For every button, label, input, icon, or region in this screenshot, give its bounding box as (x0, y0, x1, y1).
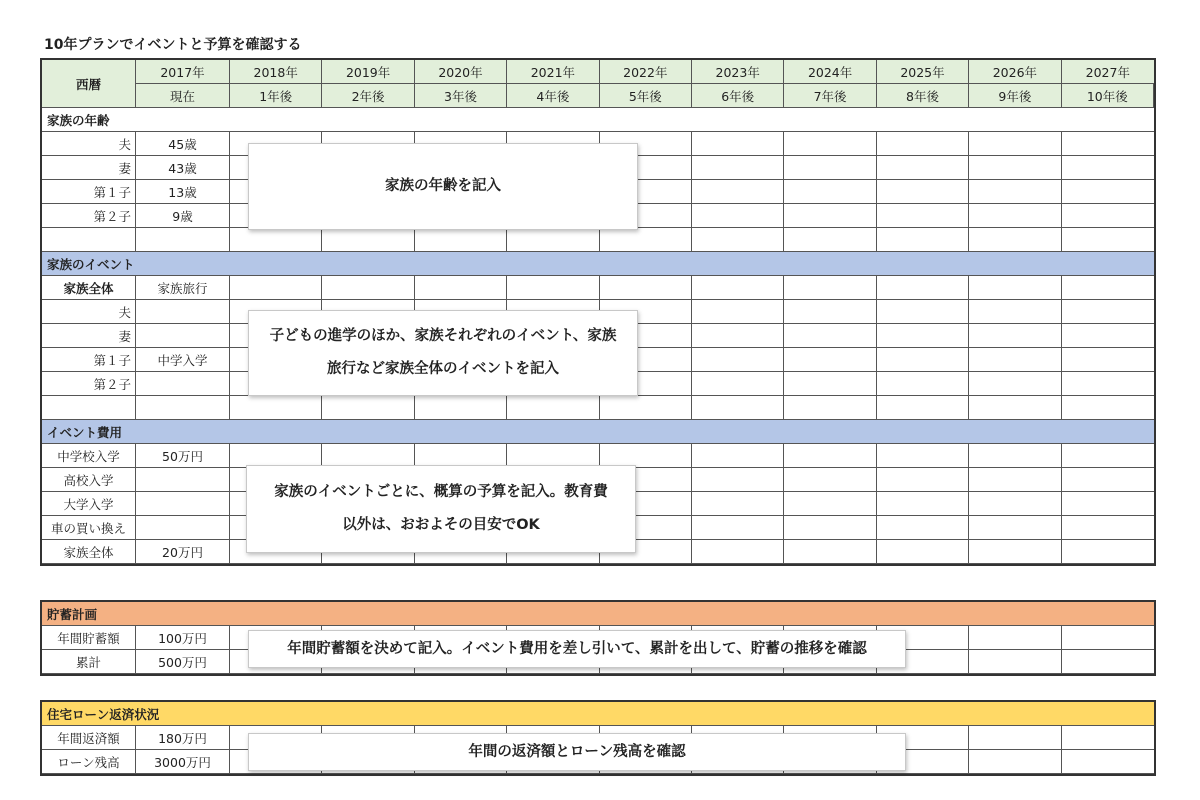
row-label: 累計 (42, 650, 136, 674)
section-costs: イベント費用 (42, 420, 1154, 444)
header-offset: 5年後 (600, 84, 692, 108)
header-row-label: 西暦 (42, 60, 136, 108)
empty-cell (877, 300, 969, 324)
header-year: 2018年 (230, 60, 322, 84)
empty-cell (784, 372, 876, 396)
empty-cell (784, 348, 876, 372)
empty-cell (692, 516, 784, 540)
row-label: 第２子 (42, 372, 136, 396)
empty-cell (692, 204, 784, 228)
empty-cell (969, 540, 1061, 564)
header-year: 2017年 (136, 60, 230, 84)
empty-cell (1062, 444, 1154, 468)
empty-cell (692, 276, 784, 300)
empty-cell (784, 540, 876, 564)
header-year: 2025年 (877, 60, 969, 84)
empty-cell (692, 492, 784, 516)
empty-cell (507, 396, 599, 420)
row-value: 43歳 (136, 156, 230, 180)
empty-cell (969, 468, 1061, 492)
empty-cell (969, 204, 1061, 228)
header-year: 2019年 (322, 60, 414, 84)
row-label: 年間返済額 (42, 726, 136, 750)
empty-cell (1062, 276, 1154, 300)
empty-cell (877, 372, 969, 396)
empty-cell (877, 396, 969, 420)
empty-cell (1062, 516, 1154, 540)
header-offset: 8年後 (877, 84, 969, 108)
empty-cell (784, 300, 876, 324)
header-offset: 4年後 (507, 84, 599, 108)
empty-cell (692, 348, 784, 372)
empty-cell (1062, 300, 1154, 324)
empty-cell (784, 396, 876, 420)
row-label: 夫 (42, 300, 136, 324)
note-savings-text: 年間貯蓄額を決めて記入。イベント費用を差し引いて、累計を出して、貯蓄の推移を確認 (287, 640, 867, 657)
row-label: 家族全体 (42, 540, 136, 564)
empty-cell (969, 348, 1061, 372)
note-loan-text: 年間の返済額とローン残高を確認 (468, 743, 686, 760)
empty-cell (784, 156, 876, 180)
section-events: 家族のイベント (42, 252, 1154, 276)
empty-cell (1062, 180, 1154, 204)
empty-cell (1062, 492, 1154, 516)
row-value: 50万円 (136, 444, 230, 468)
empty-cell (784, 204, 876, 228)
empty-cell (877, 156, 969, 180)
empty-cell (969, 372, 1061, 396)
row-value: 20万円 (136, 540, 230, 564)
row-label: 大学入学 (42, 492, 136, 516)
empty-cell (507, 228, 599, 252)
empty-cell (1062, 650, 1154, 674)
row-label: 第１子 (42, 180, 136, 204)
empty-cell (877, 540, 969, 564)
empty-cell (692, 540, 784, 564)
empty-cell (415, 228, 507, 252)
empty-cell (969, 276, 1061, 300)
header-offset: 9年後 (969, 84, 1061, 108)
note-costs (246, 465, 636, 553)
header-year: 2027年 (1062, 60, 1154, 84)
empty-cell (692, 228, 784, 252)
empty-cell (692, 324, 784, 348)
empty-cell (784, 324, 876, 348)
empty-cell (877, 516, 969, 540)
empty-cell (784, 516, 876, 540)
empty-cell (1062, 396, 1154, 420)
empty-cell (969, 444, 1061, 468)
row-label: 家族全体 (42, 276, 136, 300)
row-value: 100万円 (136, 626, 230, 650)
empty-cell (600, 276, 692, 300)
empty-cell (692, 300, 784, 324)
empty-cell (969, 626, 1061, 650)
empty-cell (969, 516, 1061, 540)
header-offset: 1年後 (230, 84, 322, 108)
empty-cell (322, 276, 414, 300)
empty-cell (692, 156, 784, 180)
row-label: 年間貯蓄額 (42, 626, 136, 650)
row-value (136, 492, 230, 516)
empty-cell (784, 228, 876, 252)
empty-cell (600, 228, 692, 252)
empty-cell (1062, 156, 1154, 180)
empty-cell (877, 468, 969, 492)
row-value: 180万円 (136, 726, 230, 750)
empty-cell (784, 468, 876, 492)
row-value (136, 300, 230, 324)
empty-cell (1062, 132, 1154, 156)
empty-cell (230, 396, 322, 420)
row-label: 高校入学 (42, 468, 136, 492)
header-year: 2020年 (415, 60, 507, 84)
note-ages-text: 家族の年齢を記入 (385, 178, 501, 194)
header-offset: 6年後 (692, 84, 784, 108)
empty-cell (877, 348, 969, 372)
empty-cell (415, 276, 507, 300)
header-year: 2021年 (507, 60, 599, 84)
row-label: ローン残高 (42, 750, 136, 774)
row-value (136, 516, 230, 540)
row-value: 家族旅行 (136, 276, 230, 300)
note-costs-line2: 以外は、おおよその目安でOK (342, 517, 540, 533)
empty-cell (42, 396, 136, 420)
empty-cell (1062, 372, 1154, 396)
empty-cell (415, 396, 507, 420)
empty-cell (1062, 750, 1154, 774)
empty-cell (230, 276, 322, 300)
empty-cell (877, 492, 969, 516)
empty-cell (322, 396, 414, 420)
note-ages (248, 143, 638, 230)
empty-cell (1062, 324, 1154, 348)
row-value (136, 324, 230, 348)
empty-cell (1062, 228, 1154, 252)
empty-cell (230, 228, 322, 252)
empty-cell (877, 132, 969, 156)
note-savings (248, 630, 906, 668)
empty-cell (969, 132, 1061, 156)
row-label: 夫 (42, 132, 136, 156)
empty-cell (877, 276, 969, 300)
empty-cell (42, 228, 136, 252)
empty-cell (784, 132, 876, 156)
header-year: 2023年 (692, 60, 784, 84)
header-year: 2022年 (600, 60, 692, 84)
note-events-line2: 旅行など家族全体のイベントを記入 (326, 361, 559, 377)
row-value: 13歳 (136, 180, 230, 204)
note-events (248, 310, 638, 396)
empty-cell (969, 650, 1061, 674)
row-value: 9歳 (136, 204, 230, 228)
empty-cell (692, 468, 784, 492)
empty-cell (692, 444, 784, 468)
empty-cell (969, 396, 1061, 420)
empty-cell (136, 396, 230, 420)
empty-cell (692, 180, 784, 204)
empty-cell (877, 324, 969, 348)
page-title: 10年プランでイベントと予算を確認する (44, 37, 302, 53)
empty-cell (322, 228, 414, 252)
empty-cell (1062, 204, 1154, 228)
row-value (136, 468, 230, 492)
empty-cell (784, 276, 876, 300)
row-value: 500万円 (136, 650, 230, 674)
empty-cell (784, 492, 876, 516)
section-ages: 家族の年齢 (42, 108, 1154, 132)
section-savings: 貯蓄計画 (42, 602, 1154, 626)
row-label: 第１子 (42, 348, 136, 372)
row-value (136, 372, 230, 396)
empty-cell (969, 726, 1061, 750)
note-loan (248, 733, 906, 771)
row-value: 45歳 (136, 132, 230, 156)
empty-cell (969, 750, 1061, 774)
empty-cell (784, 444, 876, 468)
row-label: 中学校入学 (42, 444, 136, 468)
empty-cell (507, 276, 599, 300)
header-year: 2024年 (784, 60, 876, 84)
empty-cell (1062, 726, 1154, 750)
year-header (42, 60, 1154, 108)
empty-cell (784, 180, 876, 204)
header-year: 2026年 (969, 60, 1061, 84)
empty-cell (136, 228, 230, 252)
empty-cell (600, 396, 692, 420)
row-label: 妻 (42, 324, 136, 348)
header-offset: 10年後 (1062, 84, 1154, 108)
row-label: 第２子 (42, 204, 136, 228)
note-events-line1: 子どもの進学のほか、家族それぞれのイベント、家族 (269, 328, 617, 344)
empty-cell (969, 228, 1061, 252)
empty-cell (969, 300, 1061, 324)
empty-cell (692, 396, 784, 420)
section-loan: 住宅ローン返済状況 (42, 702, 1154, 726)
empty-cell (1062, 348, 1154, 372)
empty-cell (692, 372, 784, 396)
empty-cell (1062, 540, 1154, 564)
empty-cell (969, 180, 1061, 204)
row-label: 車の買い換え (42, 516, 136, 540)
note-costs-line1: 家族のイベントごとに、概算の予算を記入。教育費 (274, 484, 608, 500)
row-value: 3000万円 (136, 750, 230, 774)
empty-cell (877, 180, 969, 204)
header-offset: 2年後 (322, 84, 414, 108)
empty-cell (1062, 626, 1154, 650)
row-label: 妻 (42, 156, 136, 180)
row-value: 中学入学 (136, 348, 230, 372)
empty-cell (969, 324, 1061, 348)
header-offset: 7年後 (784, 84, 876, 108)
header-offset: 3年後 (415, 84, 507, 108)
empty-cell (1062, 468, 1154, 492)
empty-cell (969, 492, 1061, 516)
empty-cell (969, 156, 1061, 180)
empty-cell (692, 132, 784, 156)
empty-cell (877, 204, 969, 228)
empty-cell (877, 228, 969, 252)
empty-cell (877, 444, 969, 468)
header-offset: 現在 (136, 84, 230, 108)
